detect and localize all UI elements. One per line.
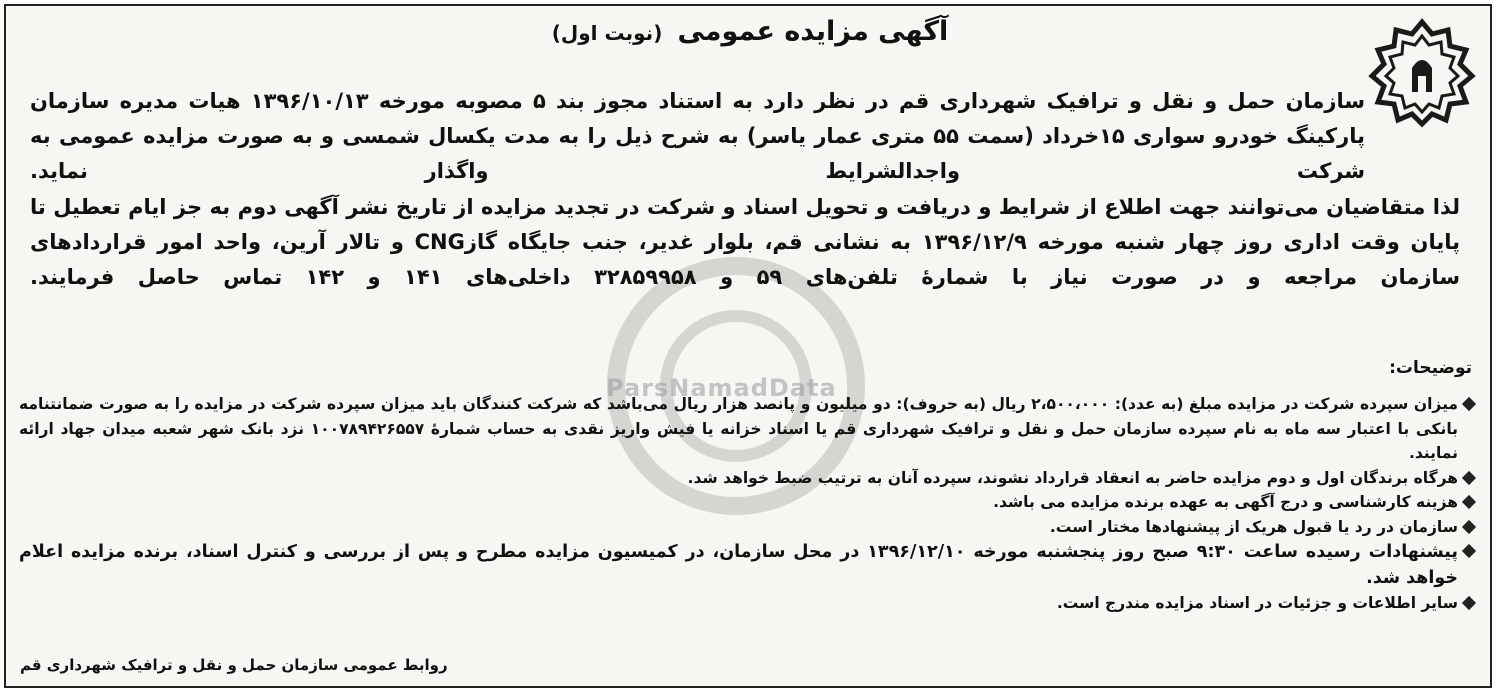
footer-signature: روابط عمومی سازمان حمل و نقل و ترافیک شهرداری قم (20, 656, 448, 674)
note-item (19, 466, 1474, 491)
note-text: هزینه کارشناسی و درج آگهی به عهده برنده مزایده می باشد. (993, 493, 1458, 511)
note-text: پیشنهادات رسیده ساعت ۹:۳۰ صبح روز پنجشنبه مورخه ۱۳۹۶/۱۲/۱۰ در محل سازمان، در کمیسیون مزایده مطرح و پس از بررسی و کنترل اسناد، برنده مزایده اعلام خواهد شد. (19, 542, 1458, 588)
bullet-icon (1462, 596, 1476, 610)
note-item (19, 490, 1474, 515)
note-item (19, 591, 1474, 616)
notice-frame (4, 4, 1492, 688)
notice-round: (نوبت اول) (551, 21, 663, 45)
title-row (6, 16, 1494, 47)
bullet-icon (1462, 519, 1476, 533)
bullet-icon (1462, 495, 1476, 509)
watermark-text: ParsNamadData (606, 374, 837, 402)
intro-section (30, 84, 1460, 295)
note-text: میزان سپرده شرکت در مزایده مبلغ (به عدد): ۲،۵۰۰،۰۰۰ ریال (به حروف): دو میلیون و پانصد هزار ریال می‌باشد که شرکت کنندگان باید میزان سپرده شرکت در مزایده را به صورت ضمانتنامه بانکی با اعتبار سه ماه به نام سپرده سازمان حمل و نقل و ترافیک شهرداری قم یا اسناد خزانه یا فیش واریز نقدی به حساب شمارهٔ ۱۰۰۷۸۹۴۲۶۵۵۷ نزد بانک شهر شعبه میدان جهاد ارائه نمایند. (19, 395, 1458, 462)
bullet-icon (1462, 544, 1476, 558)
notes-heading: توضیحات: (1389, 358, 1472, 378)
note-text: سایر اطلاعات و جزئیات در اسناد مزایده مندرج است. (1056, 594, 1458, 612)
note-item (19, 539, 1474, 591)
note-text: سازمان در رد یا قبول هریک از پیشنهادها مختار است. (1049, 517, 1458, 536)
bullet-icon (1462, 470, 1476, 484)
notice-title: آگهی مزایده عمومی (677, 16, 949, 47)
intro-paragraph-1: سازمان حمل و نقل و ترافیک شهرداری قم در نظر دارد به استناد مجوز بند ۵ مصوبه مورخه ۱۳۹۶/۱۰/۱۳ هیات مدیره سازمان پارکینگ خودرو سواری ۱۵خرداد (سمت ۵۵ متری عمار یاسر) به شرح ذیل را به مدت یکسال شمسی و به صورت مزایده عمومی به شرکت واجدالشرایط واگذار نماید. (30, 89, 1366, 184)
note-item (19, 392, 1474, 466)
notes-list (19, 392, 1474, 616)
intro-paragraph-2: لذا متقاضیان می‌توانند جهت اطلاع از شرایط و دریافت و تحویل اسناد و شرکت در تجدید مزایده از تاریخ نشر آگهی دوم به جز ایام تعطیل تا پایان وقت اداری روز چهار شنبه مورخه ۱۳۹۶/۱۲/۹ به نشانی قم، بلوار غدیر، جنب جایگاه گازCNG و تالار آرین، واحد امور قراردادهای سازمان مراجعه و در صورت نیاز با شمارهٔ تلفن‌های ۵۹ و ۳۲۸۵۹۹۵۸ داخلی‌های ۱۴۱ و ۱۴۲ تماس حاصل فرمایند. (30, 194, 1460, 290)
bullet-icon (1462, 397, 1476, 411)
note-text: هرگاه برندگان اول و دوم مزایده حاضر به انعقاد قرارداد نشوند، سپرده آنان به ترتیب ضبط خواهد شد. (687, 468, 1458, 487)
note-item (19, 515, 1474, 540)
